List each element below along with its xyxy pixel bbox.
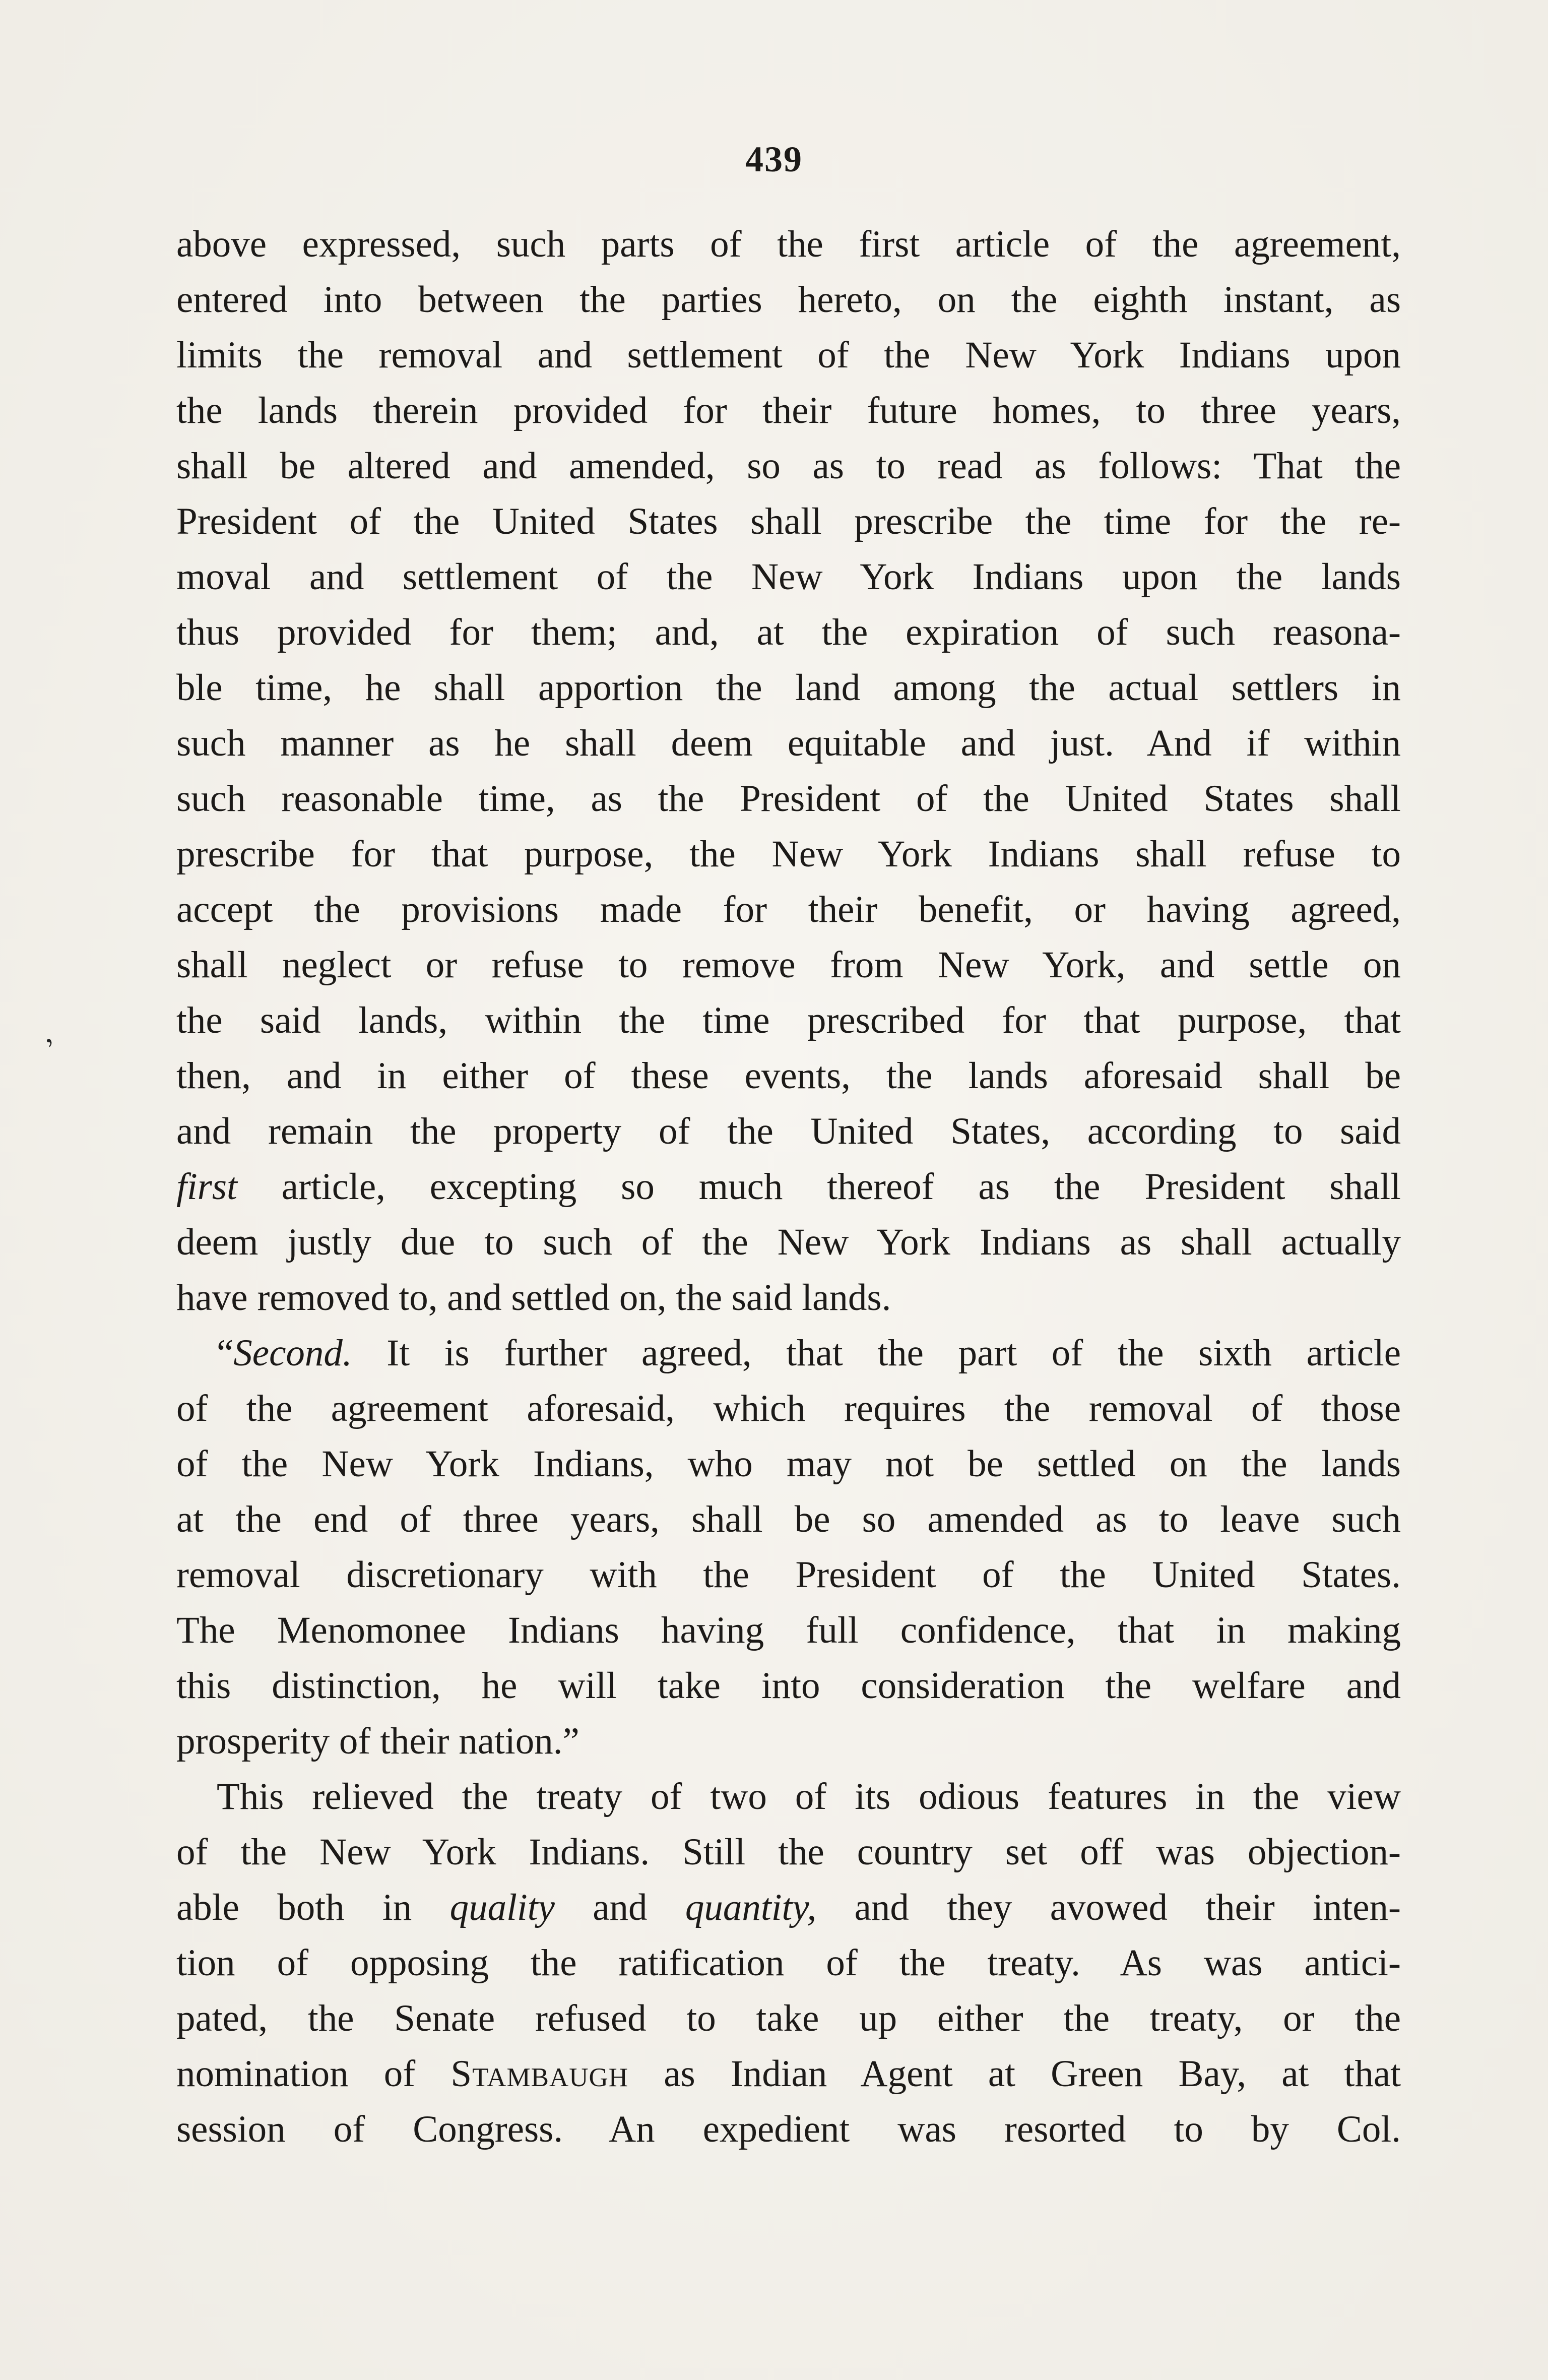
text-line: shall be altered and amended, so as to read as follows: That the [176, 445, 1401, 487]
text-line-mixed [176, 2046, 1401, 2102]
text-line: moval and settlement of the New York Indians upon the lands [176, 556, 1401, 598]
text-line: pated, the Senate refused to take up either the treaty, or the [176, 1997, 1401, 2039]
italic-word: first [176, 1166, 237, 1208]
line-rest: It is further agreed, that the part of the sixth article [352, 1332, 1401, 1374]
line-rest: article, excepting so much thereof as the President shall [237, 1166, 1401, 1208]
small-caps-name: Stambaugh [450, 2053, 629, 2095]
text-line: entered into between the parties hereto, on the eighth instant, as [176, 279, 1401, 321]
italic-word: quality [449, 1887, 555, 1928]
text-line: of the agreement aforesaid, which requires the removal of those [176, 1388, 1401, 1429]
text-line: such manner as he shall deem equitable and just. And if within [176, 722, 1401, 764]
text-line: deem justly due to such of the New York Indians as shall actually [176, 1221, 1401, 1263]
italic-word: Second. [233, 1332, 352, 1374]
text-line: of the New York Indians. Still the country set off was objection- [176, 1831, 1401, 1873]
text-line: thus provided for them; and, at the expiration of such reasona- [176, 611, 1401, 653]
text-line: such reasonable time, as the President of the United States shall [176, 778, 1401, 820]
text-line: tion of opposing the ratification of the treaty. As was antici- [176, 1942, 1401, 1984]
line-part: nomination of [176, 2053, 451, 2095]
line-part: and [554, 1887, 685, 1928]
text-line: ble time, he shall apportion the land among the actual settlers in [176, 667, 1401, 709]
text-line-mixed [176, 1326, 1401, 1381]
text-line: removal discretionary with the President of the United States. [176, 1554, 1401, 1596]
text-line: above expressed, such parts of the first article of the agreement, [176, 223, 1401, 265]
text-line: This relieved the treaty of two of its odious features in the view [217, 1776, 1401, 1818]
text-line: the said lands, within the time prescribed for that purpose, that [176, 999, 1401, 1041]
text-line: at the end of three years, shall be so amended as to leave such [176, 1498, 1401, 1540]
text-line-mixed [176, 1880, 1401, 1935]
text-line-mixed [176, 1159, 1401, 1215]
line-part: able both in [176, 1887, 450, 1928]
text-line: shall neglect or refuse to remove from New York, and settle on [176, 944, 1401, 986]
line-rest: as Indian Agent at Green Bay, at that [628, 2053, 1401, 2095]
text-line: have removed to, and settled on, the said lands. [176, 1277, 891, 1319]
text-line: session of Congress. An expedient was resorted to by Col. [176, 2108, 1401, 2150]
text-line: this distinction, he will take into consideration the welfare and [176, 1665, 1401, 1707]
text-line: prosperity of their nation.” [176, 1720, 579, 1762]
text-line: accept the provisions made for their benefit, or having agreed, [176, 889, 1401, 930]
text-line: The Menomonee Indians having full confidence, that in making [176, 1609, 1401, 1651]
text-line: prescribe for that purpose, the New York Indians shall refuse to [176, 833, 1401, 875]
margin-mark: ’ [40, 1031, 66, 1065]
open-quote: “ [217, 1332, 234, 1374]
text-line: President of the United States shall prescribe the time for the re- [176, 500, 1401, 542]
body-text [176, 217, 1401, 2157]
text-line: the lands therein provided for their future homes, to three years, [176, 390, 1401, 431]
italic-word: quantity, [685, 1887, 817, 1928]
text-line: of the New York Indians, who may not be settled on the lands [176, 1443, 1401, 1485]
text-line: then, and in either of these events, the lands aforesaid shall be [176, 1055, 1401, 1097]
page-number: 439 [745, 139, 803, 179]
text-line: limits the removal and settlement of the New York Indians upon [176, 334, 1401, 376]
text-line: and remain the property of the United States, according to said [176, 1110, 1401, 1152]
line-rest: and they avowed their inten- [816, 1887, 1401, 1928]
